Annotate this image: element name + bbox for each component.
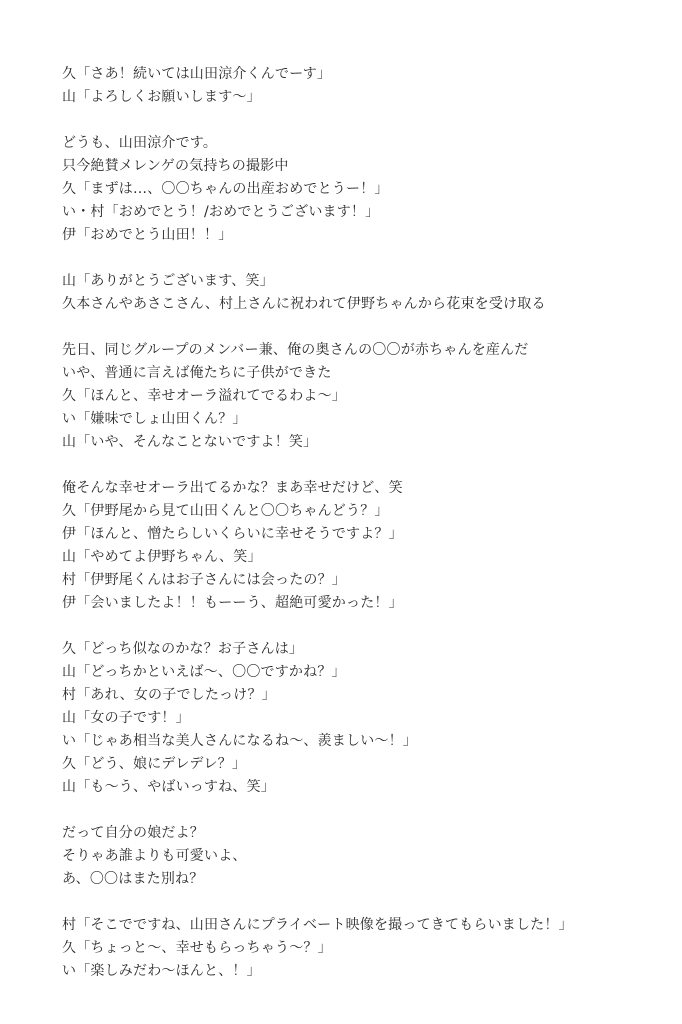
text-line: あ、〇〇はまた別ね？ <box>62 871 204 887</box>
text-line: いや、普通に言えば俺たちに子供ができた <box>62 365 332 381</box>
text-line: 伊「ほんと、憎たらしいくらいに幸せそうですよ？」 <box>62 526 403 542</box>
text-line: 久「伊野尾から見て山田くんと〇〇ちゃんどう？」 <box>62 503 389 519</box>
text-line: 山「いや、そんなことないですよ！笑」 <box>62 434 318 450</box>
text-line: 久本さんやあさこさん、村上さんに祝われて伊野ちゃんから花束を受け取る <box>62 296 546 312</box>
text-line: 山「やめてよ伊野ちゃん、笑」 <box>62 549 262 565</box>
text-line: 俺そんな幸せオーラ出てるかな？まあ幸せだけど、笑 <box>62 480 403 496</box>
text-line: 久「どっち似なのかな？お子さんは」 <box>62 641 304 657</box>
text-line: 伊「おめでとう山田！！」 <box>62 227 233 243</box>
blank-line <box>62 316 662 339</box>
text-line: 山「女の子です！」 <box>62 710 190 726</box>
blank-line <box>62 454 662 477</box>
text-line: 久「ほんと、幸せオーラ溢れてでるわよ〜」 <box>62 388 346 404</box>
text-line: 久「ちょっと〜、幸せもらっちゃう〜？」 <box>62 940 332 956</box>
text-line: 伊「会いましたよ！！もーーう、超絶可愛かった！」 <box>62 595 403 611</box>
text-line: 久「どう、娘にデレデレ？」 <box>62 756 247 772</box>
text-line: だって自分の娘だよ？ <box>62 825 204 841</box>
text-line: 山「よろしくお願いします〜」 <box>62 89 261 105</box>
text-line: 久「まずは…、〇〇ちゃんの出産おめでとうー！」 <box>62 181 389 197</box>
text-line: い「じゃあ相当な美人さんになるね〜、羨ましい〜！」 <box>62 733 417 749</box>
text-line: 只今絶賛メレンゲの気持ちの撮影中 <box>62 158 289 174</box>
text-line: 山「も〜う、やばいっすね、笑」 <box>62 779 275 795</box>
story-text <box>62 63 662 983</box>
text-line: い・村「おめでとう！/おめでとうございます！」 <box>62 204 380 220</box>
text-line: 先日、同じグループのメンバー兼、俺の奥さんの〇〇が赤ちゃんを産んだ <box>62 342 529 358</box>
text-line: 村「あれ、女の子でしたっけ？」 <box>62 687 276 703</box>
text-line: い「楽しみだわ〜ほんと、！」 <box>62 963 261 979</box>
text-line: 山「ありがとうございます、笑」 <box>62 273 274 289</box>
blank-line <box>62 615 662 638</box>
blank-line <box>62 109 662 132</box>
text-line: 村「そこでですね、山田さんにプライベート映像を撮ってきてもらいました！」 <box>62 917 573 933</box>
blank-line <box>62 247 662 270</box>
text-line: そりゃあ誰よりも可愛いよ、 <box>62 848 247 864</box>
text-line: 山「どっちかといえば〜、〇〇ですかね？」 <box>62 664 346 680</box>
text-line: 久「さあ！続いては山田涼介くんでーす」 <box>62 66 332 82</box>
text-line: 村「伊野尾くんはお子さんには会ったの？」 <box>62 572 346 588</box>
text-line: どうも、山田涼介です。 <box>62 135 218 151</box>
blank-line <box>62 891 662 914</box>
text-line: い「嫌味でしょ山田くん？」 <box>62 411 247 427</box>
blank-line <box>62 799 662 822</box>
